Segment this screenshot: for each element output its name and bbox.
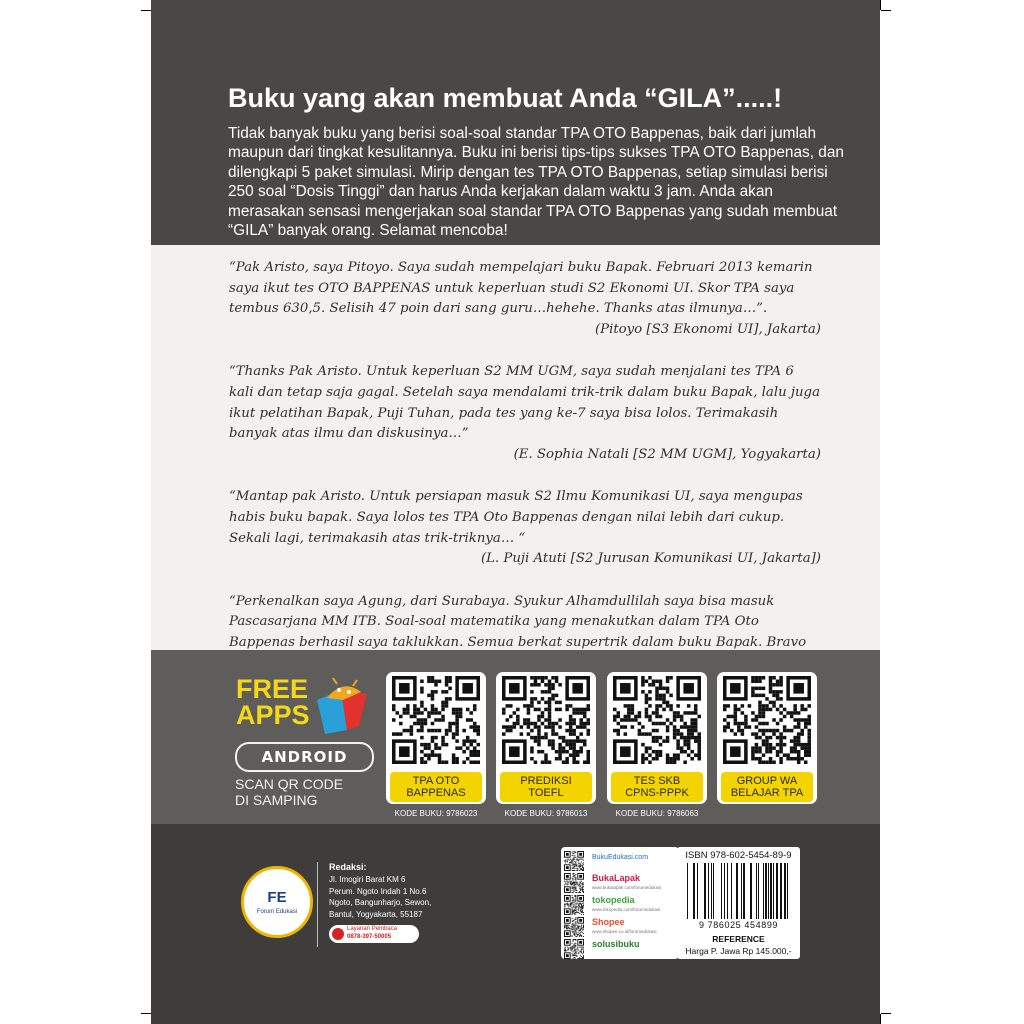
qr-label-line-1: GROUP WA [736, 775, 798, 787]
price-label: Harga P. Jawa Rp 145.000,- [685, 946, 792, 956]
scan-line-1: SCAN QR CODE [235, 776, 344, 792]
qr-label-line-1: TES SKB [633, 775, 681, 787]
qr-card-tpa[interactable] [386, 672, 486, 804]
shop-url: www.tokopedia.com/forumedukasi [592, 907, 661, 912]
apps-label: APPS [236, 700, 310, 730]
shop-url: www.bukalapak.com/forumedukasi [592, 885, 662, 890]
intro-paragraph: Tidak banyak buku yang berisi soal-soal standar TPA OTO Bappenas, baik dari jumlah maupun dari tingkat kesulitannya. Buku ini berisi tips-tips sukses TPA OTO Bappenas, dan dilengkapi 5 paket simulasi. Mirip dengan tes TPA OTO Bappenas, setiap simulasi berisi 250 soal “Dosis Tinggi” dan harus Anda kerjakan dalam waktu 3 jam. Anda akan merasakan sensasi mengerjakan soal standar TPA OTO Bappenas yang sudah membuat “GILA” banyak orang. Selamat mencoba! [228, 125, 844, 240]
shop-row-solusibuku[interactable] [564, 938, 678, 960]
crop-mark-top-right-h [881, 10, 891, 11]
isbn-label: ISBN 978-602-5454-89-9 [685, 850, 792, 861]
isbn-box [677, 847, 800, 959]
phone-icon [332, 928, 344, 940]
reader-service-badge [329, 925, 419, 943]
testimonial-quote: “Mantap pak Aristo. Untuk persiapan masuk S2 Ilmu Komunikasi UI, saya mengupas habis buku bapak. Saya lolos tes TPA Oto Bappenas dengan nilai lebih dari cukup. Sekali lagi, terimakasih atas trik-triknya… “ [229, 489, 803, 546]
qr-label [390, 772, 482, 802]
divider [317, 862, 318, 947]
scan-line-2: DI SAMPING [235, 792, 318, 808]
address-line: Perum. Ngoto Indah 1 No.6 [329, 886, 427, 896]
shop-brand: BukaLapak [592, 873, 641, 883]
qr-code-icon [613, 676, 701, 764]
testimonial-quote: “Perkenalkan saya Agung, dari Surabaya. Syukur Alhamdullilah saya bisa masuk Pascasarjana MM ITB. Soal-soal matematika yang menakutkan dalam TPA Oto Bappenas berhasil saya taklukkan. Semua berkat supertrik dalam buku Bapak. Bravo [229, 593, 807, 650]
shop-brand: tokopedia [592, 895, 635, 905]
shop-brand: Shopee [592, 917, 625, 927]
top-band [151, 0, 880, 245]
crop-mark-bottom-left-h [141, 1013, 151, 1014]
kode-buku: KODE BUKU: 9786023 [394, 809, 478, 818]
crop-mark-bottom-right-v [880, 1014, 881, 1024]
publisher-address [329, 862, 489, 920]
layanan-phone: 0878-397-50005 [347, 934, 392, 940]
logo-caption: Forum Edukasi [256, 909, 298, 915]
qr-card-skb[interactable] [607, 672, 707, 804]
isbn-digits: 9 786025 454899 [698, 920, 779, 930]
qr-code-icon [502, 676, 590, 764]
qr-label-line-1: TPA OTO [412, 775, 460, 787]
qr-code-icon [564, 917, 584, 937]
address-line: Jl. Imogiri Barat KM 6 [329, 875, 406, 884]
qr-label-line-1: PREDIKSI [520, 775, 572, 787]
address-line: Ngoto, Bangunharjo, Sewon, [329, 898, 432, 907]
testimonial-quote: “Thanks Pak Aristo. Untuk keperluan S2 MM UGM, saya sudah menjalani tes TPA 6 kali dan tetap saja gagal. Setelah saya mendalami trik-trik dalam buku Bapak, lalu juga ikut pelatihan Bapak, Puji Tuhan, pada tes yang ke-7 saya bisa lolos. Terimakasih banyak atas ilmu dan diskusinya…” [229, 364, 820, 442]
crop-mark-bottom-right-h [881, 1013, 891, 1014]
shop-url: www.shopee.co.id/forumedukasi [592, 929, 657, 934]
android-robot-icon [315, 676, 371, 734]
publisher-logo [241, 866, 313, 938]
crop-mark-top-right-v [880, 0, 881, 10]
testimonial-author: (L. Puji Atuti [S2 Jurusan Komunikasi UI, Jakarta]) [480, 551, 821, 567]
shop-row-tokopedia[interactable] [564, 894, 678, 916]
testimonial [229, 487, 821, 569]
online-shops [561, 847, 679, 959]
testimonials [229, 258, 821, 717]
qr-label [500, 772, 592, 802]
qr-card-toefl[interactable] [496, 672, 596, 804]
book-back-cover [151, 0, 880, 1024]
qr-label-line-2: BAPPENAS [406, 787, 466, 799]
logo-mark: FE [267, 889, 287, 906]
testimonial [229, 362, 821, 465]
reference-label: REFERENCE [712, 934, 765, 944]
qr-label [721, 772, 813, 802]
qr-card-group-wa[interactable] [717, 672, 817, 804]
qr-code-icon [564, 895, 584, 915]
redaksi-title: Redaksi: [329, 862, 367, 872]
shop-brand: BukuEdukasi.com [592, 854, 649, 861]
shop-brand: solusibuku [592, 939, 640, 949]
testimonial-author: (E. Sophia Natali [S2 MM UGM], Yogyakarta) [513, 446, 821, 462]
testimonial-quote: “Pak Aristo, saya Pitoyo. Saya sudah mempelajari buku Bapak. Februari 2013 kemarin saya ikut tes OTO BAPPENAS untuk keperluan studi S2 Ekonomi UI. Skor TPA saya tembus 630,5. Selisih 47 poin dari sang guru…hehehe. Thanks atas ilmunya…”. [229, 260, 813, 317]
testimonial-author: (Pitoyo [S3 Ekonomi UI], Jakarta) [594, 321, 821, 337]
shop-row-bukalapak[interactable] [564, 872, 678, 894]
qr-label-line-2: CPNS-PPPK [625, 787, 689, 799]
qr-code-icon [723, 676, 811, 764]
barcode-icon [685, 863, 792, 919]
kode-buku: KODE BUKU: 9786063 [615, 809, 699, 818]
layanan-label: Layanan Pembaca [347, 926, 398, 932]
address-line: Bantul, Yogyakarta, 55187 [329, 909, 423, 919]
qr-code-icon [564, 873, 584, 893]
android-badge: ANDROID [235, 742, 374, 772]
qr-code-icon [564, 939, 584, 959]
kode-buku: KODE BUKU: 9786013 [504, 809, 588, 818]
qr-label-line-2: BELAJAR TPA [730, 787, 804, 799]
qr-label [611, 772, 703, 802]
free-label: FREE [236, 674, 309, 704]
shop-row-bukuedukasi[interactable] [564, 850, 678, 872]
headline: Buku yang akan membuat Anda “GILA”.....! [228, 83, 783, 113]
qr-label-line-2: TOEFL [528, 787, 564, 799]
qr-code-icon [564, 851, 584, 871]
testimonial [229, 258, 821, 340]
shop-row-shopee[interactable] [564, 916, 678, 938]
scan-instruction [235, 776, 395, 808]
crop-mark-top-left-h [141, 10, 151, 11]
qr-code-icon [392, 676, 480, 764]
free-apps-title [236, 676, 310, 728]
